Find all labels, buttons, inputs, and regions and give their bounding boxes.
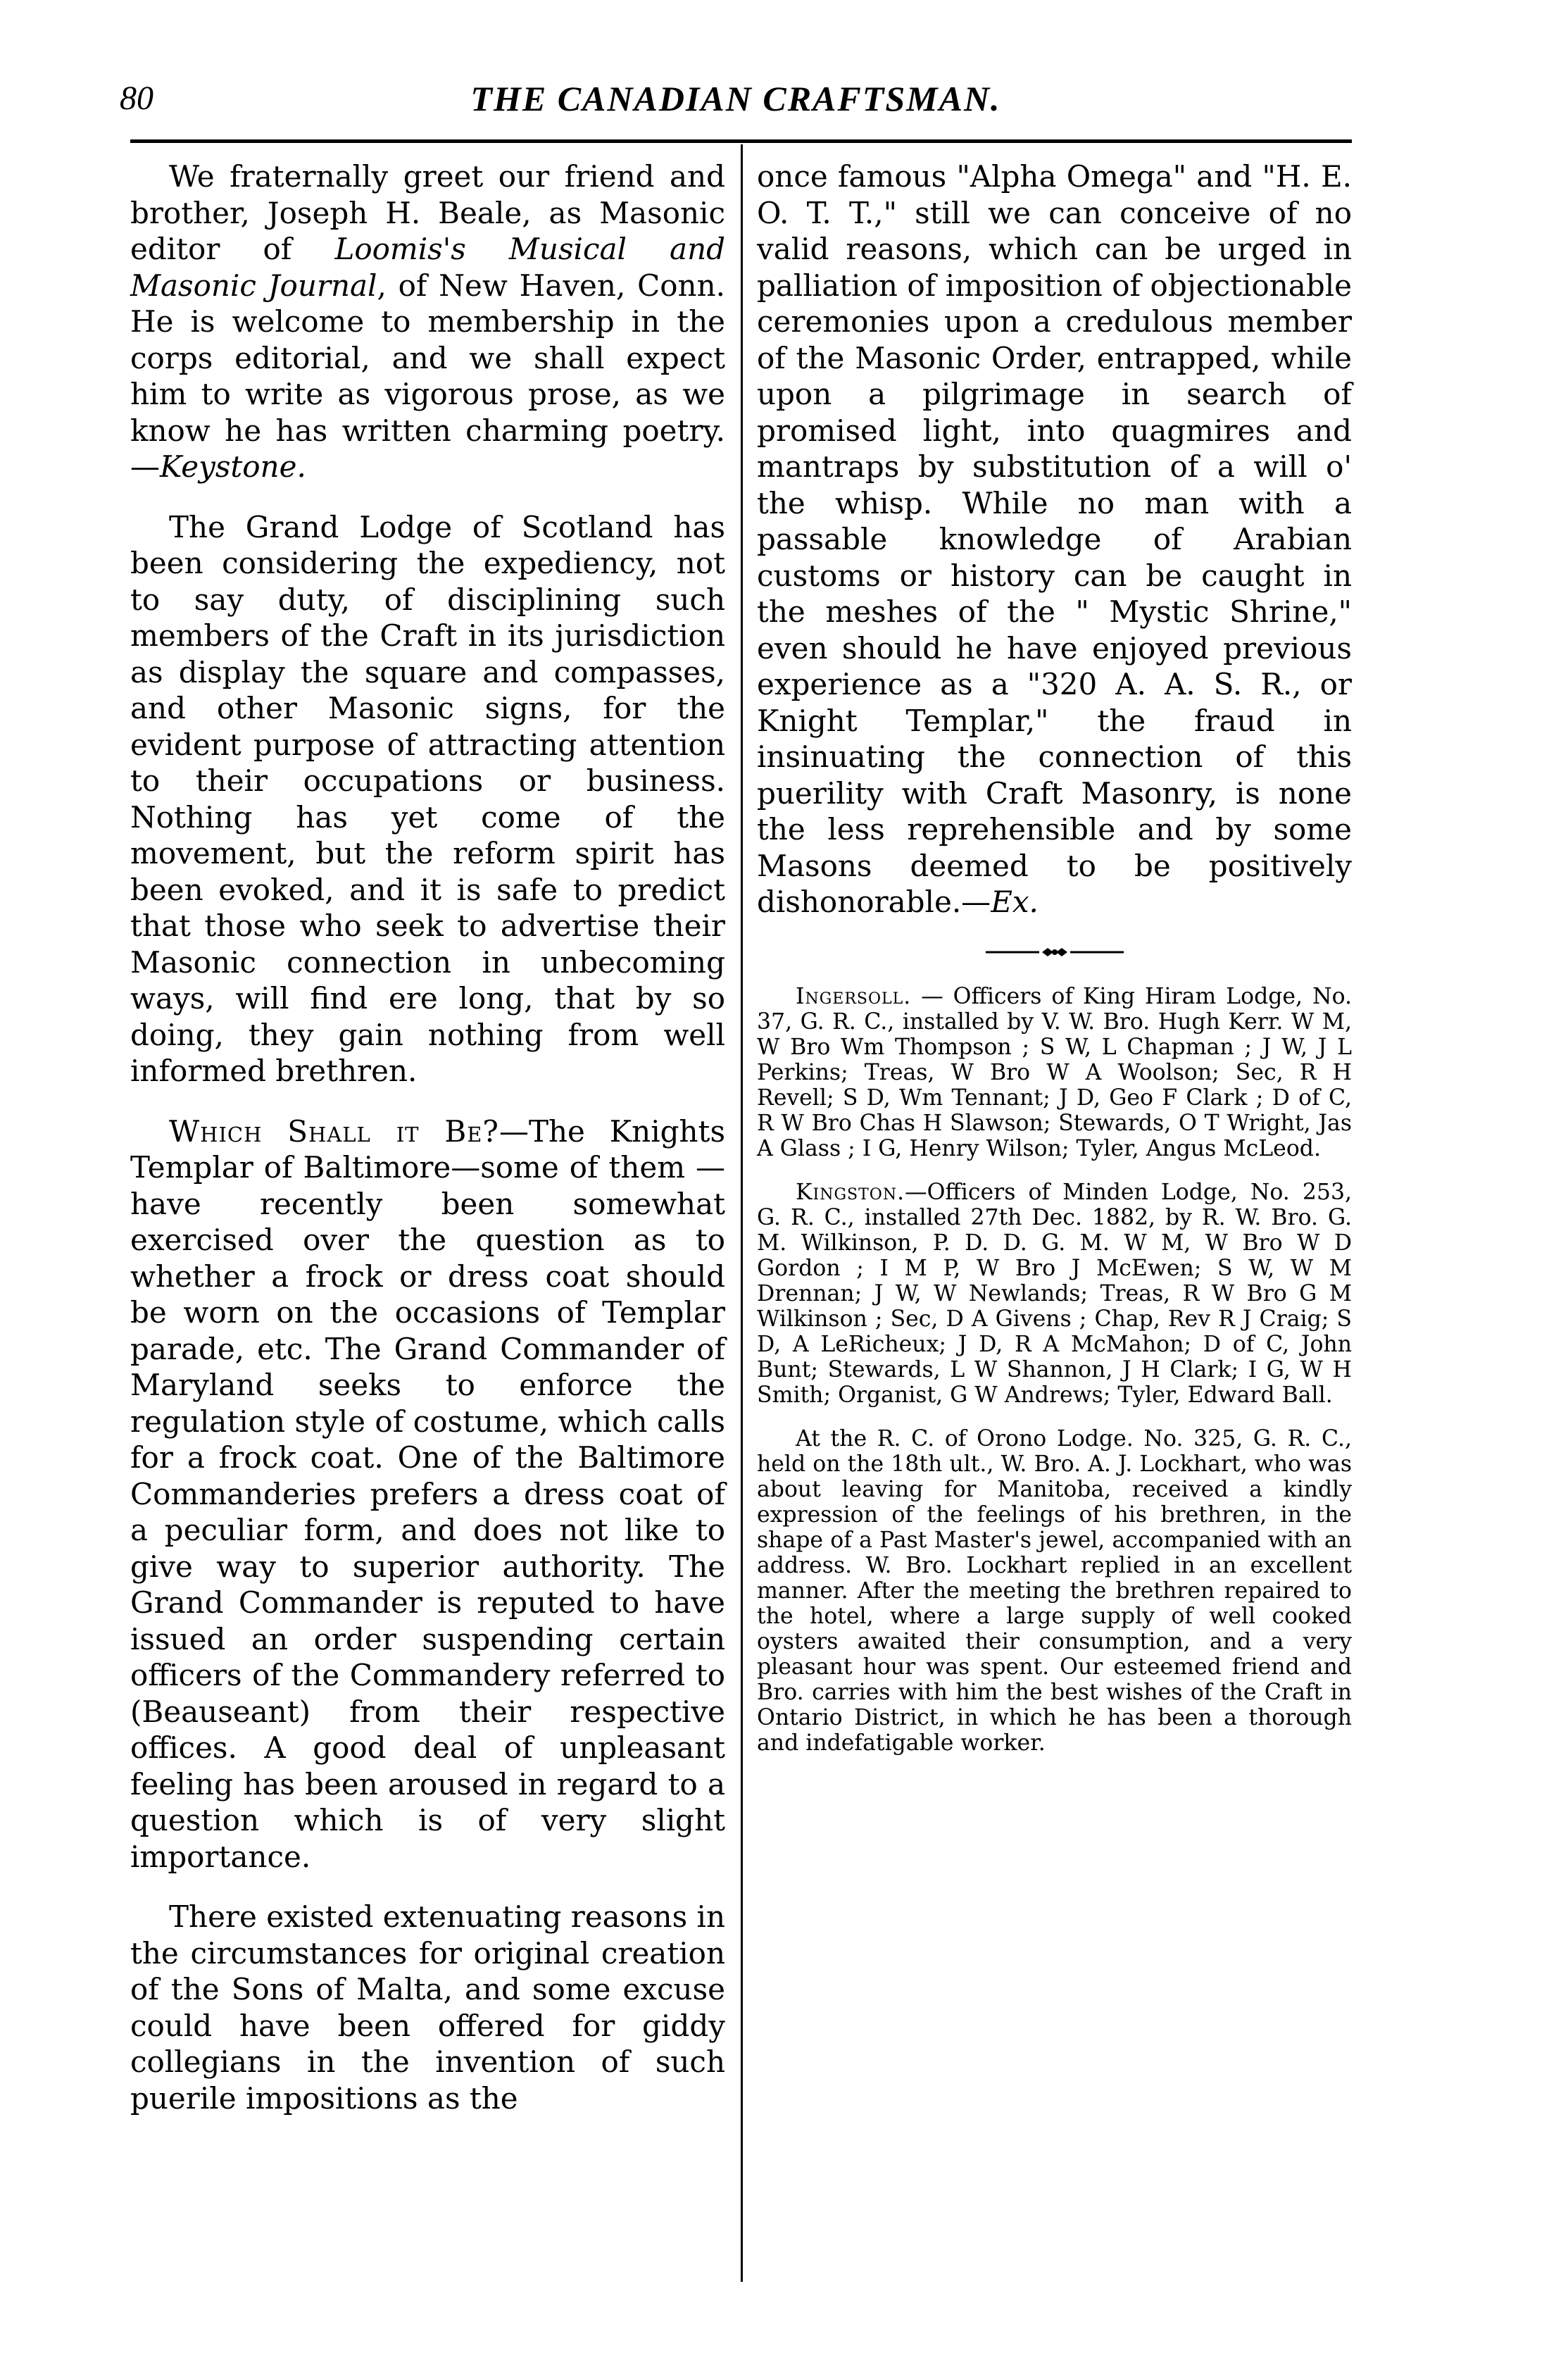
paragraph-lead: Which Shall it Be?: [169, 1113, 499, 1149]
paragraph-which-shall-it-be: [130, 1113, 725, 1875]
paragraph-continuation: [757, 158, 1352, 920]
notice-kingston: [757, 1180, 1352, 1408]
right-column: [757, 158, 1352, 1756]
paragraph-sons-of-malta: There existed extenuating reasons in the circumstances for original creation of the Sons of Malta, and some excuse could have been offered for giddy collegians in the invention of such puerile impositions as the: [130, 1899, 725, 2116]
notice-ingersoll: [757, 984, 1352, 1161]
column-divider: [741, 144, 743, 2282]
paragraph-text: , of New Haven, Conn. He is welcome to membership in the corps editorial, and we shall expect him to write as vigorous prose, as we know he has written charming poetry.—: [130, 268, 725, 484]
paragraph-text: once famous "Alpha Omega" and "H. E. O. T. T.," still we can conceive of no valid reasons, which can be urged in palliation of imposition of objectionable ceremonies upon a credulous member of the Masonic Order, entrapped, while upon a pilgrimage in search of promised light, into quagmires and mantraps by substitution of a will o' the whisp. While no man with a passable knowledge of Arabian customs or history can be caught in the meshes of the " Mystic Shrine," even should he have enjoyed previous experience as a "320 A. A. S. R., or Knight Templar," the fraud in insinuating the connection of this puerility with Craft Masonry, is none the less reprehensible and by some Masons deemed to be positively dishonorable.—: [757, 159, 1352, 919]
notice-lead: Ingersoll.: [796, 983, 912, 1009]
source-credit: Keystone.: [160, 449, 306, 484]
page-header: [120, 76, 1352, 127]
notice-text: — Officers of King Hiram Lodge, No. 37, G. R. C., installed by V. W. Bro. Hugh Kerr. W M, W Bro Wm Thompson ; S W, L Chapman ; J W, J L Perkins; Treas, W Bro W A Woolson; Sec, R H Revell; S D, Wm Tennant; J D, Geo F Clark ; D of C, R W Bro Chas H Slawson; Stewards, O T Wright, Jas A Glass ; I G, Henry Wilson; Tyler, Angus McLeod.: [757, 983, 1352, 1161]
paragraph-grand-lodge-scotland: The Grand Lodge of Scotland has been considering the expediency, not to say duty, of disciplining such members of the Craft in its jurisdiction as display the square and compasses, and other Masonic signs, for the evident purpose of attracting attention to their occupations or business. Nothing has yet come of the movement, but the reform spirit has been evoked, and it is safe to predict that those who seek to advertise their Masonic connection in unbecoming ways, will find ere long, that by so doing, they gain nothing from well informed brethren.: [130, 509, 725, 1088]
header-rule: [130, 139, 1352, 143]
left-column: [130, 158, 725, 2116]
paragraph-text: —The Knights Templar of Baltimore—some of them —have recently been somewhat exercised over the question as to whether a frock or dress coat should be worn on the occasions of Templar parade, etc. The Grand Commander of Maryland seeks to enforce the regulation style of costume, which calls for a frock coat. One of the Baltimore Commanderies prefers a dress coat of a peculiar form, and does not like to give way to superior authority. The Grand Commander is reputed to have issued an order suspending certain officers of the Commandery referred to (Beauseant) from their respective offices. A good deal of unpleasant feeling has been aroused in regard to a question which is of very slight importance.: [130, 1113, 725, 1874]
source-credit: Ex.: [991, 885, 1039, 919]
paragraph-text: We fraternally greet our friend and brother, Joseph H. Beale, as Masonic editor of: [130, 159, 725, 266]
journal-title: Loomis's Musical and Masonic Journal: [130, 232, 726, 303]
notice-text: —Officers of Minden Lodge, No. 253, G. R. C., installed 27th Dec. 1882, by R. W. Bro. G. M. Wilkinson, P. D. D. G. M. W M, W Bro W D Gordon ; I M P, W Bro J McEwen; S W, W M Drennan; J W, W Newlands; Treas, R W Bro G M Wilkinson ; Sec, D A Givens ; Chap, Rev R J Craig; S D, A LeRicheux; J D, R A McMahon; D of C, John Bunt; Stewards, L W Shannon, J H Clark; I G, W H Smith; Organist, G W Andrews; Tyler, Edward Ball.: [757, 1179, 1352, 1408]
notice-lead: Kingston.: [796, 1179, 905, 1205]
running-title: THE CANADIAN CRAFTSMAN.: [470, 79, 1001, 118]
section-divider-ornament: [757, 920, 1352, 984]
page-number: 80: [120, 80, 153, 117]
paragraph-beale: [130, 158, 725, 485]
notice-orono: At the R. C. of Orono Lodge. No. 325, G. R. C., held on the 18th ult., W. Bro. A. J. Lockhart, who was about leaving for Manitoba, received a kindly expression of the feelings of his brethren, in the shape of a Past Master's jewel, accompanied with an address. W. Bro. Lockhart replied in an excellent manner. After the meeting the brethren repaired to the hotel, where a large supply of well cooked oysters awaited their consumption, and a very pleasant hour was spent. Our esteemed friend and Bro. carries with him the best wishes of the Craft in Ontario District, in which he has been a thorough and indefatigable worker.: [757, 1425, 1352, 1756]
